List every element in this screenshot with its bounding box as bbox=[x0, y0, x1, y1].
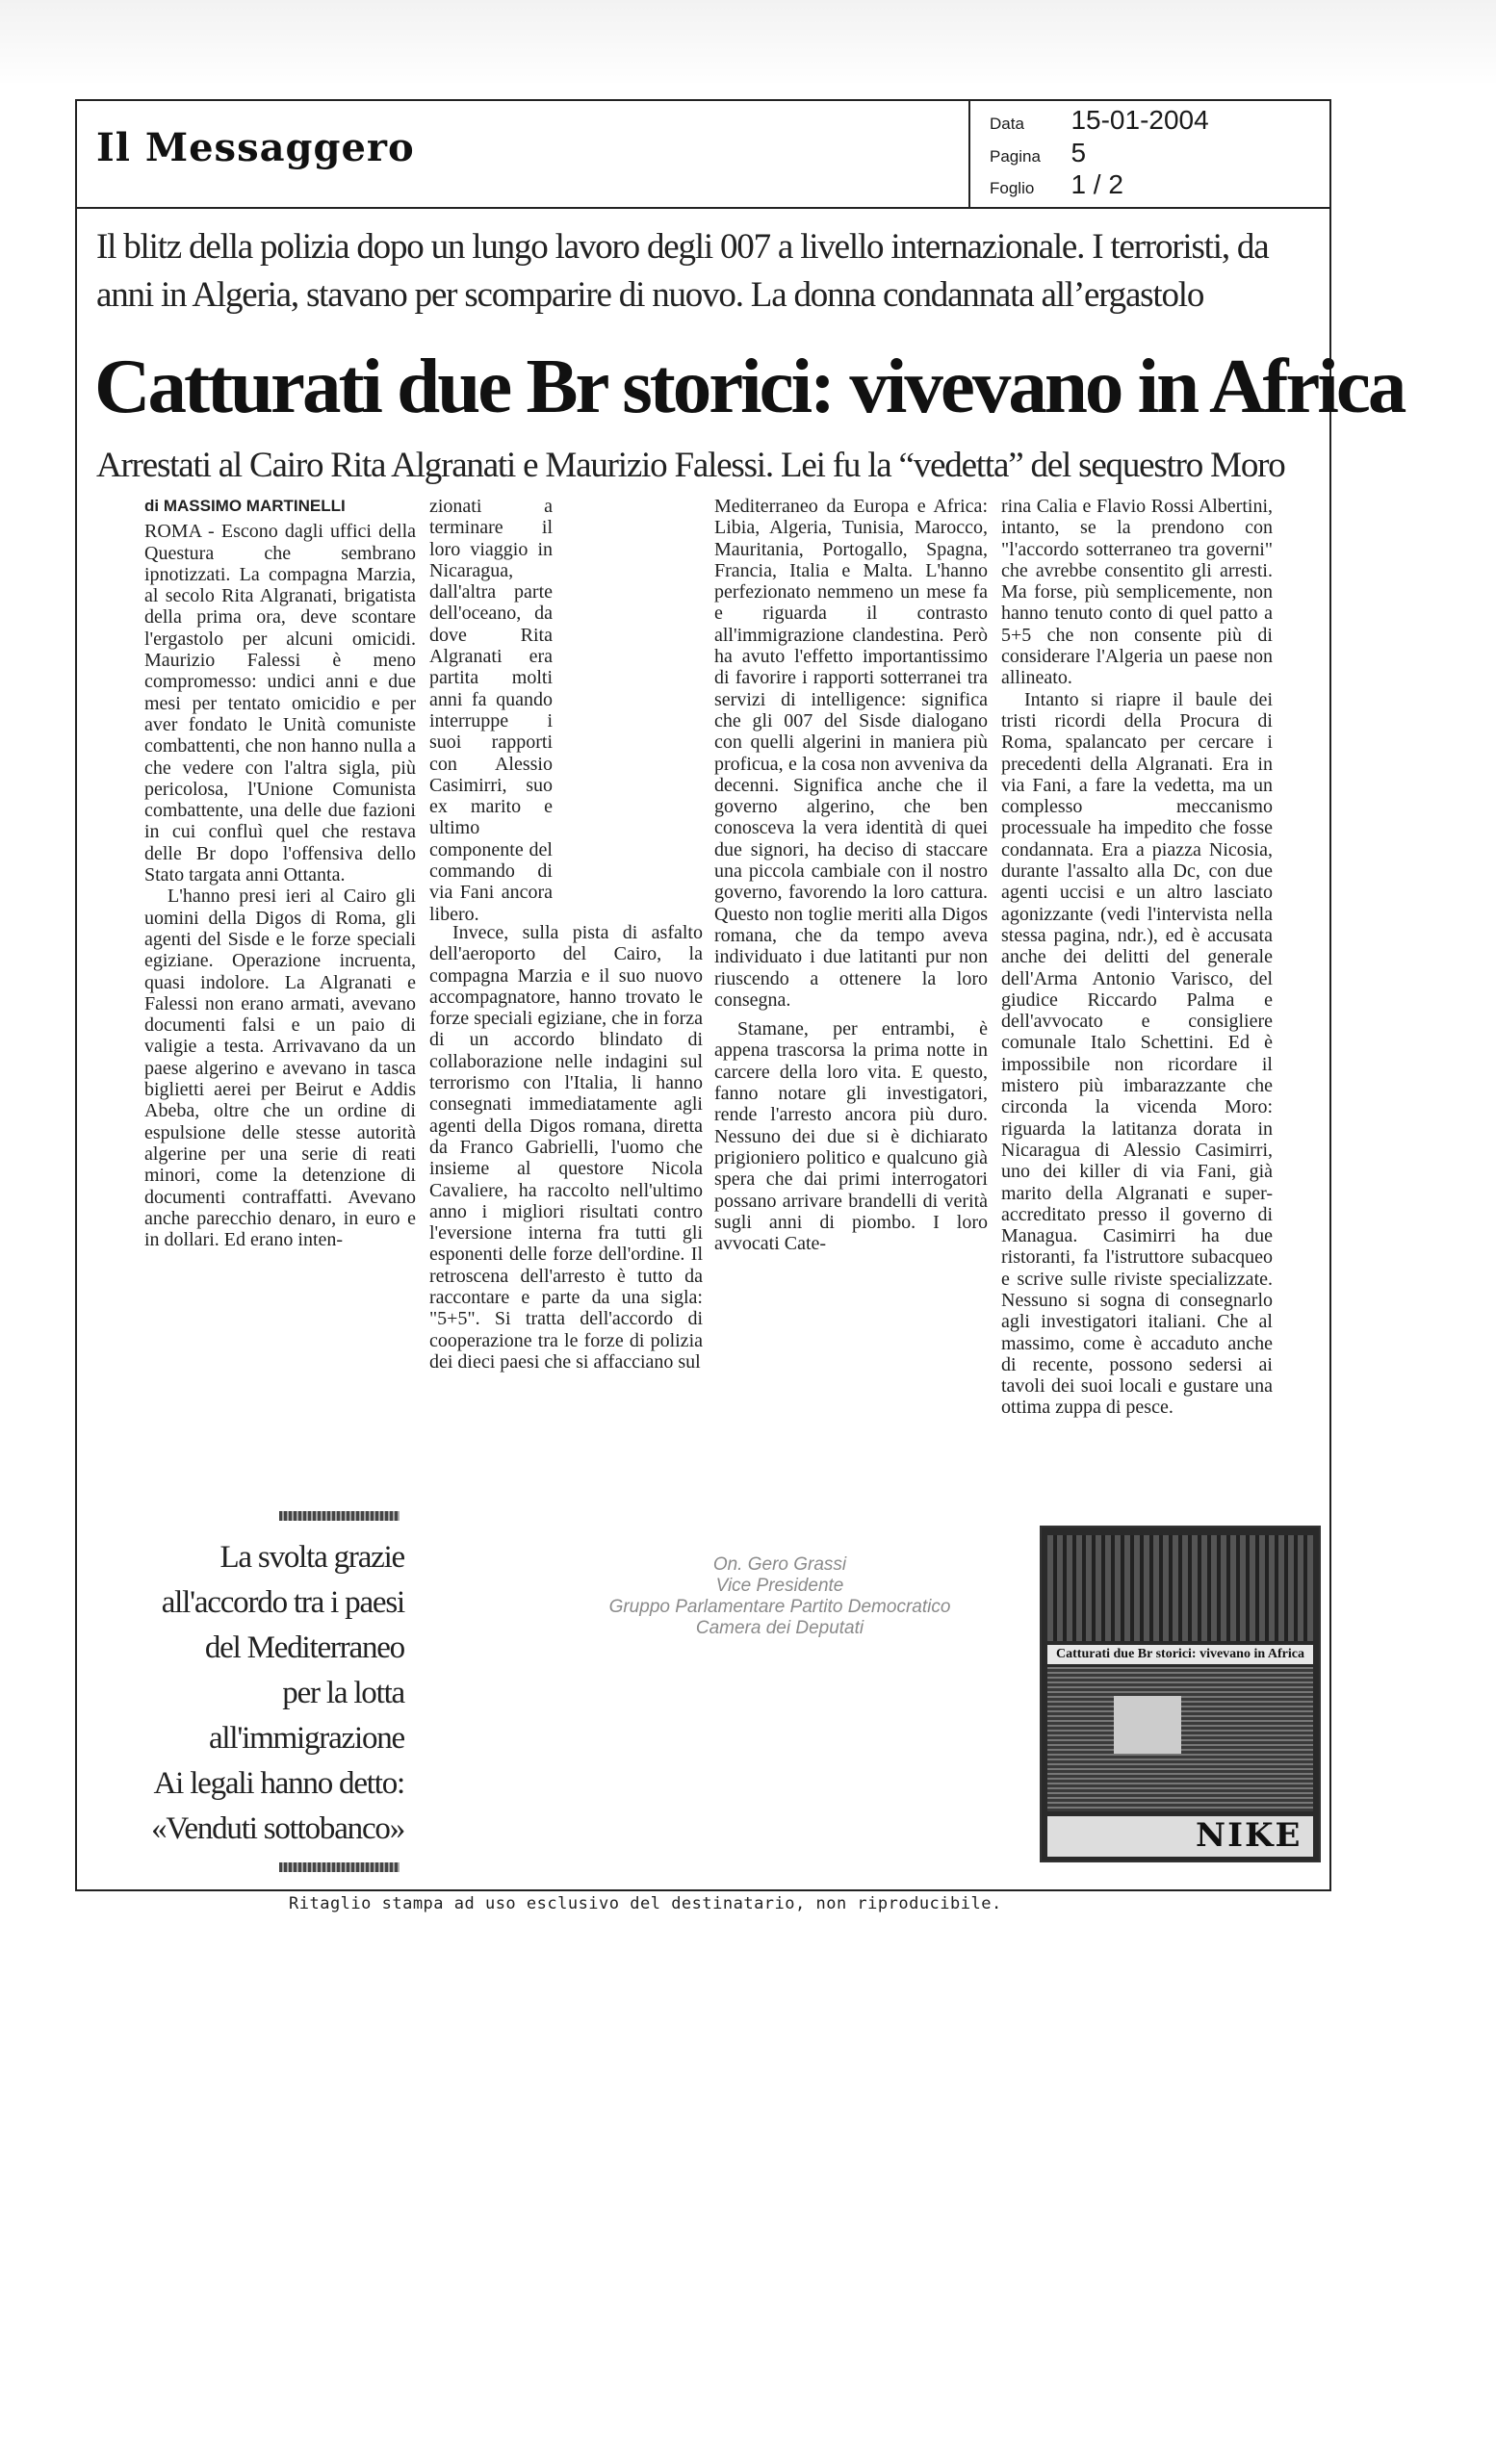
meta-page bbox=[990, 138, 1086, 168]
masthead-separator bbox=[75, 207, 1331, 209]
article-column-3 bbox=[714, 496, 988, 1254]
pullquote-line: all'immigrazione bbox=[208, 1721, 404, 1756]
scan-smudge bbox=[0, 0, 1496, 87]
pullquote-bottom-rule bbox=[279, 1862, 400, 1872]
article-paragraph: L'hanno presi ieri al Cairo gli uomini della Digos di Roma, gli agenti del Sisde e le forze speciali egiziane. Operazione incruenta, quasi indolore. La Algranati e Falessi non erano armati, avevano documenti falsi e un paio di valigie a testa. Arrivavano da un paese algerino e avevano in tasca biglietti aerei per Beirut e Addis Abeba, oltre che un ordine di espulsione delle stesse autorità algerine per una serie di reati minori, come la detenzione di documenti contraffatti. Avevano anche parecchio denaro, in euro e in dollari. Ed erano inten- bbox=[144, 886, 416, 1251]
article-column-4 bbox=[1001, 496, 1273, 1419]
article-paragraph: rina Calia e Flavio Rossi Albertini, intanto, se la prendono con "l'accordo sotterraneo tra governi" che avrebbe consentito gli arresti. Ma forse, più semplicemente, non hanno tenuto conto di quel patto a 5+5 che non consente più di considerare l'Algeria un paese non allineato. bbox=[1001, 496, 1273, 689]
article-kicker: Il blitz della polizia dopo un lungo lavoro degli 007 a livello internazionale. I terroristi, da anni in Algeria, stavano per scomparire di nuovo. La donna condannata all’ergastolo bbox=[96, 227, 1269, 315]
stamp-chamber: Camera dei Deputati bbox=[695, 1618, 864, 1638]
article-column-2 bbox=[429, 496, 553, 925]
article-paragraph: Invece, sulla pista di asfalto dell'aeroporto del Cairo, la compagna Marzia e il suo nuovo accompagnatore, hanno trovato le forze speciali egiziane, che in forza di un accordo blindato di collaborazione nelle indagini sul terrorismo con l'Italia, li hanno consegnati immediatamente agli agenti della Digos romana, diretta da Franco Gabrielli, l'uomo che insieme al questore Nicola Cavaliere, ha raccolto nell'ultimo anno i migliori risultati contro l'eversione interna fra tutti gli esponenti delle forze dell'ordine. Il retroscena dell'arresto è tutto da raccontare e parte da una sigla: "5+5". Si tratta dell'accordo di cooperazione tra le forze di polizia dei dieci paesi che si affacciano sul bbox=[429, 922, 703, 1373]
meta-date-label: Data bbox=[990, 115, 1024, 133]
stamp-name: On. Gero Grassi bbox=[712, 1554, 847, 1575]
parliament-stamp bbox=[539, 1554, 1020, 1639]
article-column-2-wide bbox=[429, 922, 703, 1373]
article-subhead: Arrestati al Cairo Rita Algranati e Maurizio Falessi. Lei fu la “vedetta” del sequestro Moro bbox=[96, 446, 1285, 485]
article-column-1 bbox=[144, 496, 416, 1250]
article-byline: di MASSIMO MARTINELLI bbox=[144, 497, 346, 515]
meta-page-label: Pagina bbox=[990, 147, 1041, 166]
thumbnail-ad-area bbox=[1047, 1535, 1313, 1641]
article-paragraph: Intanto si riapre il baule dei tristi ricordi della Procura di Roma, spalancato per cercare i precedenti della Algranati. Era in via Fani, a fare la vedetta, ma un complesso meccanismo processuale ha impedito che fosse condannata. Era a piazza Nicosia, durante l'assalto alla Dc, con due agenti uccisi e un altro lasciato agonizzante (vedi l'intervista nella stessa pagina, ndr.), ed è accusata anche dei delitti del generale dell'Arma Antonio Varisco, del giudice Riccardo Palma e dell'avvocato e consigliere comunale Italo Schettini. Ed è impossibile non ricordare il mistero più imbarazzante che circonda la vicenda Moro: riguarda la latitanza dorata in Nicaragua di Alessio Casimirri, uno dei killer di via Fani, già marito della Algranati e super-accreditato presso il governo di Managua. Casimirri ha due ristoranti, fa l'istruttore subacqueo e scrive sulle riviste specializzate. Nessuno si sogna di consegnarlo agli investigatori italiani. Che al massimo, come è accaduto anche di recente, possono sedersi ai tavoli dei suoi locali e gustare una ottima zuppa di pesce. bbox=[1001, 688, 1273, 1419]
pullquote-line: La svolta grazie bbox=[219, 1540, 404, 1575]
newspaper-logo: Il Messaggero bbox=[96, 125, 415, 170]
clipping-footer-note: Ritaglio stampa ad uso esclusivo del destinatario, non riproducibile. bbox=[289, 1894, 1002, 1913]
pullquote-line: Ai legali hanno detto: bbox=[153, 1766, 404, 1801]
page-thumbnail bbox=[1040, 1526, 1321, 1862]
pullquote-top-rule bbox=[279, 1511, 400, 1521]
pullquote-line: del Mediterraneo bbox=[204, 1630, 404, 1665]
pullquote bbox=[106, 1535, 404, 1852]
pullquote-line: «Venduti sottobanco» bbox=[151, 1811, 404, 1846]
meta-date bbox=[990, 105, 1209, 136]
article-paragraph: Stamane, per entrambi, è appena trascorsa la prima notte in carcere della loro vita. E questo, fanno notare gli investigatori, rende l'arresto ancora più duro. Nessuno dei due si è dichiarato prigioniero politico e qualcuno già spera che dai primi interrogatori possano arrivare brandelli di verità sugli anni di piombo. I loro avvocati Cate- bbox=[714, 1018, 988, 1255]
meta-sheet-value: 1 / 2 bbox=[1070, 169, 1123, 199]
pullquote-line: all'accordo tra i paesi bbox=[161, 1585, 404, 1620]
meta-sheet bbox=[990, 169, 1123, 200]
meta-date-value: 15-01-2004 bbox=[1070, 105, 1209, 135]
thumbnail-headline: Catturati due Br storici: vivevano in Africa bbox=[1047, 1645, 1313, 1664]
thumbnail-brand: NIKE bbox=[1196, 1816, 1303, 1855]
meta-sheet-label: Foglio bbox=[990, 179, 1035, 197]
article-headline: Catturati due Br storici: vivevano in Africa bbox=[94, 343, 1405, 429]
article-paragraph: Mediterraneo da Europa e Africa: Libia, Algeria, Tunisia, Marocco, Mauritania, Portogallo, Spagna, Francia, Italia e Malta. L'hanno perfezionato nemmeno un mese fa e riguarda il contrasto all'immigrazione clandestina. Però ha avuto l'effetto importantissimo di favorire i rapporti sotterranei tra servizi di intelligence: significa che gli 007 del Sisde dialogano con quelli algerini in maniera più proficua, e la cosa non avveniva da decenni. Significa anche che il governo algerino, che ben conosceva la vera identità di quei due signori, ha deciso di staccare una piccola cambiale con il nostro governo, favorendo la loro cattura. Questo non toglie meriti alla Digos romana, che da tempo aveva individuato i due latitanti pur non riuscendo a ottenere la loro consegna. bbox=[714, 496, 988, 1011]
meta-page-value: 5 bbox=[1070, 138, 1087, 167]
stamp-role: Vice Presidente bbox=[715, 1576, 844, 1596]
pullquote-line: per la lotta bbox=[282, 1676, 404, 1710]
thumbnail-photo bbox=[1114, 1696, 1181, 1754]
article-paragraph: ROMA - Escono dagli uffici della Questura che sembrano ipnotizzati. La compagna Marzia, al secolo Rita Algranati, brigatista della prima ora, deve scontare l'ergastolo per alcuni omicidi. Maurizio Falessi è meno compromesso: undici anni e due mesi per tentato omicidio e per aver fondato le Unità comuniste combattenti, che non hanno nulla a che vedere con l'altra sigla, più pericolosa, l'Unione Comunista combattente, una delle due fazioni in cui confluì quel che restava delle Br dopo l'offensiva dello Stato targata anni Ottanta. bbox=[144, 521, 416, 886]
clipping-meta bbox=[968, 99, 1331, 207]
article-paragraph: zionati a terminare il loro viaggio in Nicaragua, dall'altra parte dell'oceano, da dove Rita Algranati era partita molti anni fa quando interruppe i suoi rapporti con Alessio Casimirri, suo ex marito e ultimo componente del commando di via Fani ancora libero. bbox=[429, 496, 553, 925]
stamp-group: Gruppo Parlamentare Partito Democratico bbox=[608, 1597, 951, 1617]
